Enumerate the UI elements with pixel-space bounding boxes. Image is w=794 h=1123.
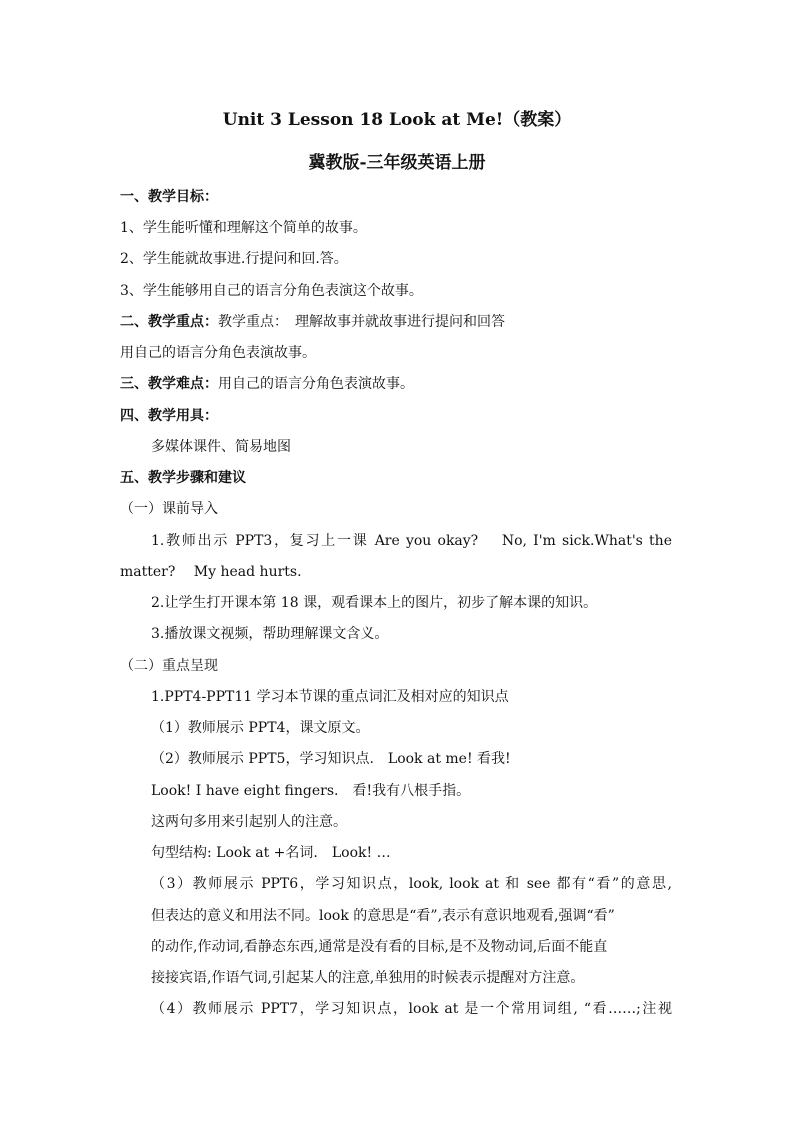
paragraph-line: 3.播放课文视频，帮助理解课文含义。 xyxy=(151,626,389,642)
materials-text: 多媒体课件、简易地图 xyxy=(151,439,291,455)
paragraph-line: Look! I have eight fingers. 看!我有八根手指。 xyxy=(151,783,471,799)
key-points-line xyxy=(120,311,505,331)
paragraph-line: （2）教师展示 PPT5，学习知识点. Look at me! 看我! xyxy=(151,751,511,767)
paragraph-line: 接接宾语,作语气词,引起某人的注意,单独用的时候表示提醒对方注意。 xyxy=(151,970,585,986)
section-heading-key-points: 二、教学重点： xyxy=(120,314,218,330)
objective-item: 3、学生能够用自己的语言分角色表演这个故事。 xyxy=(120,283,423,299)
section-heading-steps: 五、教学步骤和建议 xyxy=(120,470,246,486)
section-heading-difficulties: 三、教学难点： xyxy=(120,376,218,392)
paragraph-line: 2.让学生打开课本第 18 课，观看课本上的图片，初步了解本课的知识。 xyxy=(151,595,598,611)
paragraph-line: matter? My head hurts. xyxy=(120,564,302,580)
paragraph-line: 的动作,作动词,看静态东西,通常是没有看的目标,是不及物动词,后面不能直 xyxy=(151,939,608,955)
section-heading-materials: 四、教学用具： xyxy=(120,408,218,424)
paragraph-line: （4）教师展示 PPT7，学习知识点，look at 是一个常用词组, “看……;注视 xyxy=(151,1001,672,1017)
difficulties-text: 用自己的语言分角色表演故事。 xyxy=(218,376,414,392)
paragraph-line: 句型结构: Look at +名词. Look! … xyxy=(151,845,391,861)
paragraph-line: 1.教师出示 PPT3，复习上一课 Are you okay? No, I'm sick.What's the xyxy=(151,533,672,549)
subsection-heading-intro: （一）课前导入 xyxy=(120,501,218,517)
paragraph-line: （3）教师展示 PPT6，学习知识点，look, look at 和 see 都有“看”的意思, xyxy=(151,876,672,892)
objective-item: 1、学生能听懂和理解这个简单的故事。 xyxy=(120,220,367,236)
key-points-continuation: 用自己的语言分角色表演故事。 xyxy=(120,345,316,361)
paragraph-line: 这两句多用来引起别人的注意。 xyxy=(151,814,347,830)
difficulties-line xyxy=(120,373,414,393)
objective-item: 2、学生能就故事进.行提问和回.答。 xyxy=(120,251,348,267)
document-title: Unit 3 Lesson 18 Look at Me!（教案） xyxy=(222,110,572,130)
paragraph-line: 1.PPT4-PPT11 学习本节课的重点词汇及相对应的知识点 xyxy=(151,689,509,705)
section-heading-objectives: 一、教学目标： xyxy=(120,189,218,205)
key-points-text: 教学重点： 理解故事并就故事进行提问和回答 xyxy=(218,314,505,330)
subsection-heading-key-presentation: （二）重点呈现 xyxy=(120,658,218,674)
document-subtitle: 冀教版-三年级英语上册 xyxy=(308,153,486,173)
paragraph-line: （1）教师展示 PPT4，课文原文。 xyxy=(151,720,370,736)
paragraph-line: 但表达的意义和用法不同。look 的意思是“看”,表示有意识地观看,强调“看” xyxy=(151,908,615,924)
